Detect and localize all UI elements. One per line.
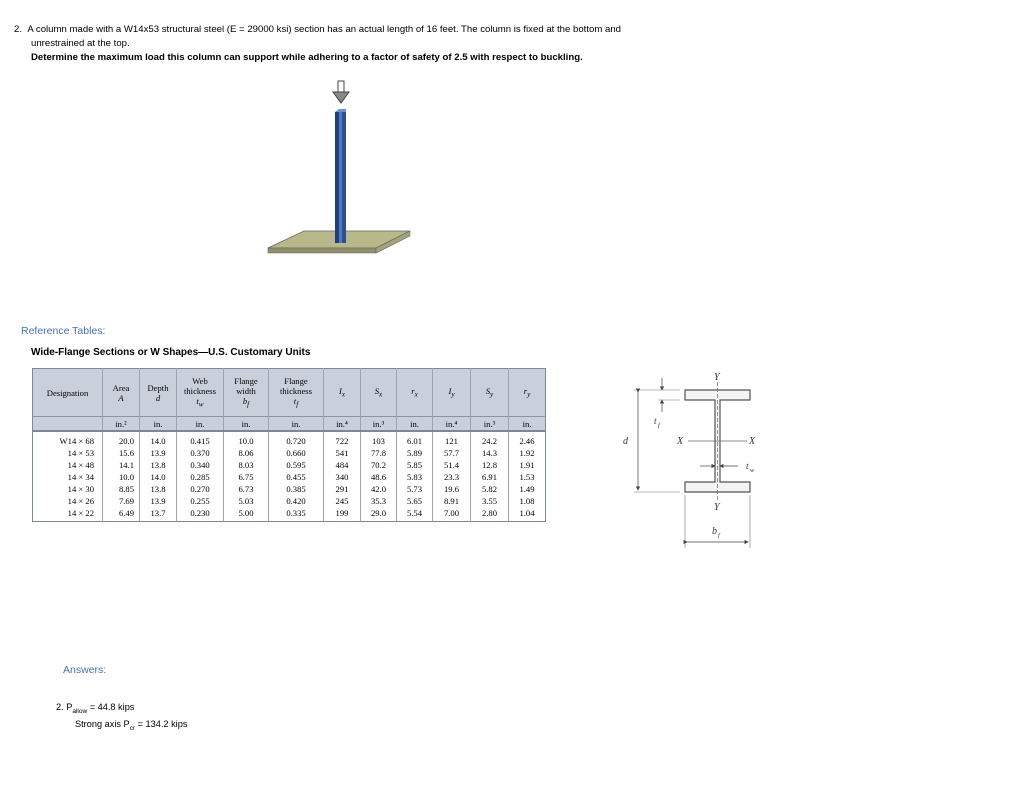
- designation-cell: 14 × 26: [67, 496, 94, 506]
- unit-cell: in.³: [361, 417, 397, 432]
- col-depth: Depth d: [140, 369, 177, 417]
- value-cell: 0.335: [269, 507, 324, 522]
- problem-text-line2: unrestrained at the top.: [31, 38, 130, 49]
- value-cell: 14.0: [140, 431, 177, 447]
- col-sx: $S_x$: [361, 369, 397, 417]
- unit-cell: in.⁴: [324, 417, 361, 432]
- value-cell: 5.00: [224, 507, 269, 522]
- value-cell: 0.255: [177, 495, 224, 507]
- value-cell: 1.91: [509, 459, 546, 471]
- col-area: Area A: [103, 369, 140, 417]
- table-row: [33, 447, 546, 459]
- unit-cell: in.²: [103, 417, 140, 432]
- unit-cell: in.³: [471, 417, 509, 432]
- value-cell: 1.49: [509, 483, 546, 495]
- unit-cell: in.: [397, 417, 433, 432]
- value-cell: 0.230: [177, 507, 224, 522]
- unit-cell: in.: [140, 417, 177, 432]
- value-cell: 8.06: [224, 447, 269, 459]
- table-row: [33, 459, 546, 471]
- value-cell: 77.8: [361, 447, 397, 459]
- value-cell: 29.0: [361, 507, 397, 522]
- x-axis-right-label: X: [749, 436, 756, 447]
- value-cell: 5.73: [397, 483, 433, 495]
- value-cell: 5.83: [397, 471, 433, 483]
- value-cell: 35.3: [361, 495, 397, 507]
- col-sy: $S_y$: [471, 369, 509, 417]
- reference-tables-title: Reference Tables:: [21, 325, 106, 337]
- value-cell: 245: [324, 495, 361, 507]
- value-cell: 5.82: [471, 483, 509, 495]
- value-cell: 3.55: [471, 495, 509, 507]
- col-ry: $r_y$: [509, 369, 546, 417]
- table-row: [33, 483, 546, 495]
- value-cell: 6.01: [397, 431, 433, 447]
- problem-number: 2.: [14, 24, 23, 35]
- value-cell: 14.0: [140, 471, 177, 483]
- w-shapes-table: [32, 368, 546, 522]
- value-cell: 6.91: [471, 471, 509, 483]
- y-axis-bottom-label: Y: [714, 502, 720, 513]
- depth-label: d: [623, 436, 628, 447]
- value-cell: 13.8: [140, 483, 177, 495]
- col-flange-thickness: Flange thickness $t_f$: [269, 369, 324, 417]
- value-cell: 70.2: [361, 459, 397, 471]
- value-cell: 199: [324, 507, 361, 522]
- col-ix: $I_x$: [324, 369, 361, 417]
- designation-cell: 14 × 22: [67, 508, 94, 518]
- value-cell: 6.49: [103, 507, 140, 522]
- value-cell: 15.6: [103, 447, 140, 459]
- cross-section-diagram: [620, 370, 770, 550]
- value-cell: 24.2: [471, 431, 509, 447]
- table-row: [33, 431, 546, 447]
- problem-question: Determine the maximum load this column can support while adhering to a factor of safety of 2.5 with respect to buckling.: [31, 52, 583, 63]
- value-cell: 103: [361, 431, 397, 447]
- value-cell: 0.370: [177, 447, 224, 459]
- col-iy: $I_y$: [433, 369, 471, 417]
- value-cell: 0.660: [269, 447, 324, 459]
- unit-cell: in.: [269, 417, 324, 432]
- value-cell: 484: [324, 459, 361, 471]
- unit-cell: in.: [177, 417, 224, 432]
- value-cell: 13.9: [140, 495, 177, 507]
- table-body: [33, 431, 546, 522]
- value-cell: 5.03: [224, 495, 269, 507]
- value-cell: 1.08: [509, 495, 546, 507]
- problem-statement: [14, 23, 674, 65]
- web-thickness-label: t: [746, 461, 749, 471]
- w-shape-column: [335, 109, 346, 243]
- value-cell: 121: [433, 431, 471, 447]
- column-illustration: [260, 78, 420, 268]
- value-cell: 13.9: [140, 447, 177, 459]
- value-cell: 14.3: [471, 447, 509, 459]
- unit-cell: in.: [509, 417, 546, 432]
- answers-title: Answers:: [63, 664, 107, 676]
- flange-width-label: b: [712, 526, 717, 537]
- value-cell: 8.91: [433, 495, 471, 507]
- designation-cell: 14 × 53: [67, 448, 94, 458]
- value-cell: 8.85: [103, 483, 140, 495]
- value-cell: 57.7: [433, 447, 471, 459]
- unit-cell: [33, 417, 103, 432]
- table-row: [33, 495, 546, 507]
- value-cell: 0.385: [269, 483, 324, 495]
- value-cell: 20.0: [103, 431, 140, 447]
- unit-cell: in.: [224, 417, 269, 432]
- value-cell: 2.80: [471, 507, 509, 522]
- value-cell: 7.00: [433, 507, 471, 522]
- value-cell: 8.03: [224, 459, 269, 471]
- value-cell: 1.53: [509, 471, 546, 483]
- answer-critical: Strong axis $P_{cr} = 134.2$ kips: [75, 718, 188, 732]
- x-axis-left-label: X: [677, 436, 684, 447]
- col-designation: Designation: [33, 369, 103, 417]
- value-cell: 42.0: [361, 483, 397, 495]
- answer-allow: 2. $P_{allow} = 44.8$ kips: [56, 702, 135, 715]
- value-cell: 7.69: [103, 495, 140, 507]
- flange-thickness-sub: f: [658, 422, 660, 429]
- y-axis-top-label: Y: [714, 372, 720, 383]
- table-row: [33, 471, 546, 483]
- value-cell: 6.75: [224, 471, 269, 483]
- value-cell: 0.720: [269, 431, 324, 447]
- value-cell: 5.54: [397, 507, 433, 522]
- problem-text-line1: A column made with a W14x53 structural steel (E = 29000 ksi) section has an actual length of 16 feet. The column is fixed at the bottom and: [27, 24, 621, 35]
- col-web-thickness: Web thickness $t_w$: [177, 369, 224, 417]
- value-cell: 0.415: [177, 431, 224, 447]
- value-cell: 6.73: [224, 483, 269, 495]
- value-cell: 541: [324, 447, 361, 459]
- designation-cell: 14 × 48: [67, 460, 94, 470]
- designation-cell: 14 × 34: [67, 472, 94, 482]
- value-cell: 14.1: [103, 459, 140, 471]
- value-cell: 0.420: [269, 495, 324, 507]
- value-cell: 291: [324, 483, 361, 495]
- value-cell: 1.92: [509, 447, 546, 459]
- flange-thickness-label: t: [654, 416, 657, 426]
- web-thickness-sub: w: [750, 467, 755, 474]
- value-cell: 1.04: [509, 507, 546, 522]
- units-row: [33, 417, 546, 432]
- unit-cell: in.⁴: [433, 417, 471, 432]
- designation-cell: 14 × 30: [67, 484, 94, 494]
- value-cell: 5.65: [397, 495, 433, 507]
- value-cell: 13.7: [140, 507, 177, 522]
- value-cell: 13.8: [140, 459, 177, 471]
- value-cell: 12.8: [471, 459, 509, 471]
- value-cell: 0.455: [269, 471, 324, 483]
- value-cell: 5.89: [397, 447, 433, 459]
- value-cell: 19.6: [433, 483, 471, 495]
- load-arrow-icon: [333, 81, 349, 103]
- col-flange-width: Flange width $b_f$: [224, 369, 269, 417]
- value-cell: 48.6: [361, 471, 397, 483]
- value-cell: 0.285: [177, 471, 224, 483]
- value-cell: 0.595: [269, 459, 324, 471]
- answers-block: [56, 701, 187, 735]
- value-cell: 722: [324, 431, 361, 447]
- table-row: [33, 507, 546, 522]
- value-cell: 51.4: [433, 459, 471, 471]
- value-cell: 2.46: [509, 431, 546, 447]
- col-rx: $r_x$: [397, 369, 433, 417]
- value-cell: 0.340: [177, 459, 224, 471]
- value-cell: 10.0: [103, 471, 140, 483]
- value-cell: 23.3: [433, 471, 471, 483]
- designation-cell: W14 × 68: [59, 436, 94, 446]
- value-cell: 0.270: [177, 483, 224, 495]
- value-cell: 5.85: [397, 459, 433, 471]
- value-cell: 340: [324, 471, 361, 483]
- table-title: Wide-Flange Sections or W Shapes—U.S. Customary Units: [31, 347, 311, 358]
- value-cell: 10.0: [224, 431, 269, 447]
- flange-width-sub: f: [718, 532, 720, 539]
